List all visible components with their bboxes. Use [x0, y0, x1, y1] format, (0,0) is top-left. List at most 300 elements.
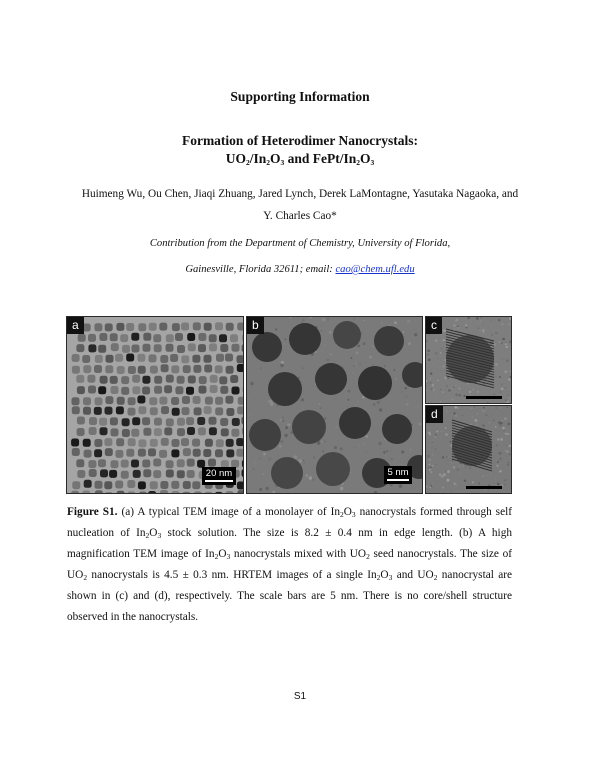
- noise-speckle: [414, 333, 417, 336]
- noise-speckle: [504, 418, 506, 420]
- nanocrystal-particle: [139, 439, 147, 447]
- noise-speckle: [401, 391, 402, 392]
- noise-speckle: [432, 447, 434, 449]
- noise-speckle: [504, 370, 507, 373]
- nanocrystal-particle: [153, 470, 161, 478]
- noise-speckle: [499, 376, 501, 378]
- caption-label: Figure S1.: [67, 506, 118, 518]
- nanocrystal-particle: [183, 365, 191, 373]
- noise-speckle: [493, 393, 495, 395]
- noise-speckle: [249, 414, 251, 416]
- nanocrystal-particle: [187, 470, 195, 478]
- noise-speckle: [294, 455, 297, 458]
- nanocrystal-particle: [192, 481, 200, 489]
- noise-speckle: [496, 445, 498, 447]
- noise-speckle: [394, 369, 396, 371]
- noise-speckle: [495, 363, 498, 366]
- nanocrystal-particle: [84, 480, 92, 488]
- noise-speckle: [427, 383, 428, 384]
- nanocrystal-particle: [236, 438, 243, 446]
- title-part: /In: [249, 151, 267, 166]
- nanocrystal-particle: [72, 354, 80, 362]
- nanocrystal-particle: [193, 365, 201, 373]
- noise-speckle: [509, 454, 511, 456]
- title-subscript: 2: [266, 158, 270, 167]
- nanocrystal-particle: [72, 406, 80, 414]
- nanocrystal-particle: [99, 418, 107, 426]
- hrtem-image-panel-c: [425, 316, 512, 404]
- nanocrystal-particle: [88, 344, 96, 352]
- noise-speckle: [446, 411, 447, 412]
- noise-speckle: [254, 398, 256, 400]
- noise-speckle: [303, 460, 304, 461]
- nanocrystal-particle: [226, 439, 234, 447]
- noise-speckle: [434, 383, 436, 385]
- nanocrystal-particle: [105, 365, 113, 373]
- noise-speckle: [434, 437, 436, 439]
- noise-speckle: [369, 356, 372, 359]
- nanocrystal-particle: [183, 481, 191, 489]
- nanocrystal-particle: [72, 397, 80, 405]
- noise-speckle: [503, 358, 505, 360]
- nanocrystal-particle: [105, 323, 113, 331]
- nanocrystal-particle: [159, 323, 167, 331]
- nanocrystal-particle: [128, 397, 136, 405]
- noise-speckle: [474, 419, 477, 422]
- scale-bar-b: [384, 466, 412, 484]
- noise-speckle: [485, 474, 487, 476]
- nanocrystal-particle: [193, 322, 201, 330]
- nanocrystal-particle: [193, 396, 201, 404]
- noise-speckle: [502, 338, 505, 341]
- noise-speckle: [440, 389, 441, 390]
- noise-speckle: [407, 320, 410, 323]
- nanocrystal-particle: [175, 386, 183, 394]
- nanocrystal-particle: [100, 427, 108, 435]
- nanocrystal-particle: [143, 333, 151, 341]
- noise-speckle: [372, 364, 373, 365]
- noise-speckle: [495, 332, 498, 335]
- nanocrystal-particle: [105, 448, 113, 456]
- caption-text: stock solution. The size is 8.2 ± 0.4 nm in edge length. (b) A high magnification TEM image of In: [67, 527, 512, 560]
- nanocrystal-particle: [89, 427, 97, 435]
- nanocrystal-sphere: [333, 321, 361, 349]
- noise-speckle: [429, 435, 432, 438]
- noise-speckle: [507, 394, 509, 396]
- noise-speckle: [322, 318, 325, 321]
- noise-speckle: [451, 491, 453, 493]
- noise-speckle: [476, 424, 478, 426]
- noise-speckle: [317, 441, 321, 445]
- noise-speckle: [287, 423, 290, 426]
- noise-speckle: [320, 440, 323, 443]
- nanocrystal-particle: [115, 481, 123, 489]
- noise-speckle: [501, 388, 503, 390]
- noise-speckle: [451, 462, 452, 463]
- author-line2: Y. Charles Cao*: [263, 210, 337, 222]
- nanocrystal-particle: [95, 481, 103, 489]
- nanocrystal-particle: [122, 429, 130, 437]
- noise-speckle: [499, 428, 501, 430]
- noise-speckle: [437, 358, 439, 360]
- nanocrystal-particle: [132, 417, 140, 425]
- nanocrystal-particle: [161, 364, 169, 372]
- noise-speckle: [482, 424, 484, 426]
- noise-speckle: [420, 447, 422, 449]
- nanocrystal-sphere: [382, 414, 412, 444]
- nanocrystal-particle: [143, 344, 151, 352]
- nanocrystal-particle: [131, 460, 139, 468]
- noise-speckle: [428, 359, 431, 362]
- caption-text: seed nanocrystals. The size of UO: [67, 548, 512, 581]
- noise-speckle: [328, 416, 329, 417]
- noise-speckle: [500, 422, 503, 425]
- noise-speckle: [253, 468, 254, 469]
- nanocrystal-particle: [126, 323, 134, 331]
- noise-speckle: [493, 482, 494, 483]
- nanocrystal-particle: [198, 333, 206, 341]
- noise-speckle: [409, 448, 412, 451]
- nanocrystal-particle: [186, 387, 194, 395]
- nanocrystal-particle: [170, 354, 178, 362]
- noise-speckle: [455, 320, 457, 322]
- noise-speckle: [495, 478, 496, 479]
- noise-speckle: [324, 441, 326, 443]
- nanocrystal-particle: [89, 469, 97, 477]
- noise-speckle: [261, 400, 263, 402]
- title-subscript: 2: [245, 158, 250, 167]
- noise-speckle: [508, 423, 511, 426]
- noise-speckle: [419, 423, 422, 426]
- noise-speckle: [506, 359, 509, 362]
- noise-speckle: [401, 451, 404, 454]
- noise-speckle: [365, 435, 368, 438]
- noise-speckle: [458, 407, 459, 408]
- noise-speckle: [453, 466, 455, 468]
- noise-speckle: [482, 409, 485, 412]
- nanocrystal-particle: [131, 429, 139, 437]
- noise-speckle: [464, 465, 467, 468]
- nanocrystal-particle: [83, 365, 91, 373]
- caption-subscript: 2: [376, 573, 381, 582]
- noise-speckle: [496, 465, 498, 467]
- noise-speckle: [485, 414, 488, 417]
- noise-speckle: [460, 317, 461, 318]
- nanocrystal-particle: [104, 481, 112, 489]
- nanocrystal-particle: [194, 407, 202, 415]
- noise-speckle: [330, 354, 331, 355]
- nanocrystal-particle: [137, 396, 145, 404]
- noise-speckle: [384, 365, 386, 367]
- noise-speckle: [302, 368, 303, 369]
- noise-speckle: [386, 450, 388, 452]
- nanocrystal-particle: [210, 375, 218, 383]
- noise-speckle: [440, 352, 441, 353]
- nanocrystal-particle: [237, 323, 243, 331]
- noise-speckle: [501, 323, 503, 325]
- noise-speckle: [353, 318, 356, 321]
- nanocrystal-particle: [216, 354, 224, 362]
- noise-speckle: [491, 414, 492, 415]
- nanocrystal-particle: [138, 406, 146, 414]
- nanocrystal-particle: [188, 343, 196, 351]
- nanocrystal-particle: [78, 334, 86, 342]
- nanocrystal-particle: [159, 450, 167, 458]
- nanocrystal-particle: [94, 323, 102, 331]
- nanocrystal-particle: [150, 439, 158, 447]
- nanocrystal-particle: [226, 408, 234, 416]
- nanocrystal-particle: [198, 344, 206, 352]
- scale-bar-a: [202, 467, 236, 485]
- nanocrystal-particle: [95, 397, 103, 405]
- noise-speckle: [471, 408, 473, 410]
- noise-speckle: [441, 446, 444, 449]
- noise-speckle: [329, 331, 332, 334]
- noise-speckle: [459, 465, 461, 467]
- noise-speckle: [465, 324, 467, 326]
- nanocrystal-particle: [231, 429, 239, 437]
- noise-speckle: [445, 427, 447, 429]
- nanocrystal-particle: [94, 407, 102, 415]
- noise-speckle: [355, 363, 357, 365]
- noise-speckle: [283, 438, 286, 441]
- nanocrystal-particle: [71, 439, 79, 447]
- noise-speckle: [435, 352, 438, 355]
- noise-speckle: [497, 330, 499, 332]
- nanocrystal-particle: [149, 397, 157, 405]
- nanocrystal-particle: [121, 387, 129, 395]
- noise-speckle: [429, 469, 431, 471]
- nanocrystal-sphere: [358, 366, 392, 400]
- noise-speckle: [506, 346, 508, 348]
- noise-speckle: [358, 362, 362, 366]
- noise-speckle: [356, 351, 359, 354]
- noise-speckle: [353, 366, 354, 367]
- nanocrystal-particle: [115, 354, 123, 362]
- noise-speckle: [503, 430, 505, 432]
- nanocrystal-particle: [193, 449, 201, 457]
- author-list: [0, 183, 600, 227]
- noise-speckle: [471, 416, 473, 418]
- noise-speckle: [505, 343, 507, 345]
- nanocrystal-particle: [186, 417, 194, 425]
- noise-speckle: [506, 444, 508, 446]
- caption-text: O: [149, 527, 158, 539]
- nanocrystal-particle: [192, 439, 200, 447]
- noise-speckle: [495, 426, 497, 428]
- scale-bar-d: [466, 486, 502, 489]
- noise-speckle: [490, 320, 492, 322]
- noise-speckle: [483, 407, 485, 409]
- noise-speckle: [503, 483, 506, 486]
- noise-speckle: [491, 333, 494, 336]
- noise-speckle: [350, 318, 352, 320]
- noise-speckle: [445, 433, 448, 436]
- panel-label-b: b: [247, 317, 264, 334]
- noise-speckle: [428, 350, 431, 353]
- nanocrystal-particle: [116, 438, 124, 446]
- nanocrystal-particle: [209, 343, 217, 351]
- noise-speckle: [505, 342, 506, 343]
- nanocrystal-particle: [106, 355, 114, 363]
- noise-speckle: [284, 338, 286, 340]
- noise-speckle: [259, 488, 262, 491]
- nanocrystal-particle: [76, 375, 84, 383]
- noise-speckle: [508, 400, 510, 402]
- nanocrystal-particle: [203, 449, 211, 457]
- noise-speckle: [321, 330, 322, 331]
- noise-speckle: [452, 461, 453, 462]
- noise-speckle: [431, 471, 433, 473]
- caption-subscript: 3: [226, 552, 231, 561]
- noise-speckle: [474, 406, 476, 408]
- nanocrystal-particle: [111, 386, 119, 394]
- nanocrystal-particle: [122, 418, 130, 426]
- nanocrystal-particle: [88, 386, 96, 394]
- noise-speckle: [505, 381, 507, 383]
- noise-speckle: [441, 491, 442, 492]
- nanocrystal-particle: [126, 449, 134, 457]
- noise-speckle: [508, 378, 510, 380]
- nanocrystal-particle: [198, 427, 206, 435]
- noise-speckle: [499, 446, 500, 447]
- noise-speckle: [427, 430, 429, 432]
- nanocrystal-particle: [132, 386, 140, 394]
- paper-title-line1: Formation of Heterodimer Nanocrystals:: [181, 133, 419, 148]
- noise-speckle: [262, 473, 264, 475]
- affiliation-line1: Contribution from the Department of Chemistry, University of Florida,: [149, 238, 451, 249]
- nanocrystal-particle: [166, 344, 174, 352]
- nanocrystal-particle: [177, 470, 185, 478]
- noise-speckle: [472, 481, 474, 483]
- noise-speckle: [507, 451, 509, 453]
- nanocrystal-particle: [98, 459, 106, 467]
- noise-speckle: [263, 453, 266, 456]
- email-link[interactable]: cao@chem.ufl.edu: [335, 264, 415, 275]
- noise-speckle: [488, 422, 490, 424]
- nanocrystal-particle: [109, 470, 117, 478]
- noise-speckle: [500, 417, 501, 418]
- nanocrystal-particle: [205, 397, 213, 405]
- noise-speckle: [319, 404, 320, 405]
- noise-speckle: [260, 367, 262, 369]
- noise-speckle: [322, 451, 324, 453]
- nanocrystal-particle: [208, 459, 216, 467]
- nanocrystal-particle: [164, 427, 172, 435]
- noise-speckle: [442, 391, 444, 393]
- noise-speckle: [506, 406, 508, 408]
- nanocrystal-particle: [122, 345, 130, 353]
- caption-text: nanocrystals is 4.5 ± 0.3 nm. HRTEM images of a single In: [87, 569, 377, 581]
- noise-speckle: [313, 456, 315, 458]
- noise-speckle: [283, 343, 285, 345]
- nanocrystal-particle: [121, 376, 129, 384]
- caption-subscript: 2: [433, 573, 438, 582]
- noise-speckle: [334, 446, 337, 449]
- noise-speckle: [508, 479, 509, 480]
- nanocrystal-particle: [150, 407, 158, 415]
- nanocrystal-particle: [172, 408, 180, 416]
- nanocrystal-particle: [209, 427, 217, 435]
- panel-label-c: c: [426, 317, 442, 334]
- nanocrystal-particle: [128, 408, 136, 416]
- title-part: UO: [225, 151, 246, 166]
- noise-speckle: [397, 359, 399, 361]
- nanocrystal-particle: [177, 418, 185, 426]
- nanocrystal-particle: [204, 365, 212, 373]
- nanocrystal-particle: [148, 448, 156, 456]
- nanocrystal-particle: [94, 449, 102, 457]
- noise-speckle: [498, 380, 499, 381]
- noise-speckle: [372, 346, 374, 348]
- nanocrystal-particle: [219, 376, 227, 384]
- noise-speckle: [430, 382, 432, 384]
- noise-speckle: [509, 445, 511, 447]
- nanocrystal-particle: [177, 459, 185, 467]
- nanocrystal-particle: [117, 366, 125, 374]
- noise-speckle: [457, 327, 459, 329]
- caption-text: nanocrystals mixed with UO: [230, 548, 367, 560]
- scale-bar-a-text: 20 nm: [205, 468, 233, 479]
- nanocrystal-particle: [111, 343, 119, 351]
- noise-speckle: [498, 319, 501, 322]
- noise-speckle: [477, 391, 479, 393]
- noise-speckle: [478, 483, 480, 485]
- noise-speckle: [370, 318, 372, 320]
- noise-speckle: [482, 476, 483, 477]
- hrtem-image-panel-d: [425, 405, 512, 494]
- nanocrystal-particle: [171, 365, 179, 373]
- noise-speckle: [505, 387, 507, 389]
- nanocrystal-particle: [219, 334, 227, 342]
- nanocrystal-particle: [83, 397, 91, 405]
- nanocrystal-particle: [192, 355, 200, 363]
- nanocrystal-particle: [210, 385, 218, 393]
- nanocrystal-particle: [215, 407, 223, 415]
- nanocrystal-particle: [161, 438, 169, 446]
- noise-speckle: [505, 450, 506, 451]
- noise-speckle: [477, 413, 478, 414]
- nanocrystal-sphere: [315, 363, 347, 395]
- noise-speckle: [430, 372, 432, 374]
- nanocrystal-particle: [154, 418, 162, 426]
- noise-speckle: [497, 438, 499, 440]
- nanocrystal-particle: [237, 406, 243, 414]
- nanocrystal-particle: [205, 439, 213, 447]
- noise-speckle: [280, 419, 282, 421]
- noise-speckle: [478, 328, 479, 329]
- nanocrystal-particle: [116, 406, 124, 414]
- caption-subscript: 2: [145, 531, 150, 540]
- noise-speckle: [250, 382, 253, 385]
- nanocrystal-particle: [215, 322, 223, 330]
- nanocrystal-sphere: [289, 323, 321, 355]
- scale-bar-b-text: 5 nm: [387, 467, 409, 478]
- noise-speckle: [285, 426, 288, 429]
- noise-speckle: [437, 380, 439, 382]
- nanocrystal-particle: [204, 323, 212, 331]
- scale-bar-b-line: [387, 479, 409, 481]
- nanocrystal-particle: [204, 355, 212, 363]
- noise-speckle: [448, 389, 450, 391]
- nanocrystal-sphere: [374, 326, 404, 356]
- noise-speckle: [490, 472, 491, 473]
- noise-speckle: [440, 436, 442, 438]
- noise-speckle: [500, 438, 503, 441]
- noise-speckle: [447, 408, 449, 410]
- nanocrystal-particle: [126, 354, 134, 362]
- noise-speckle: [455, 385, 457, 387]
